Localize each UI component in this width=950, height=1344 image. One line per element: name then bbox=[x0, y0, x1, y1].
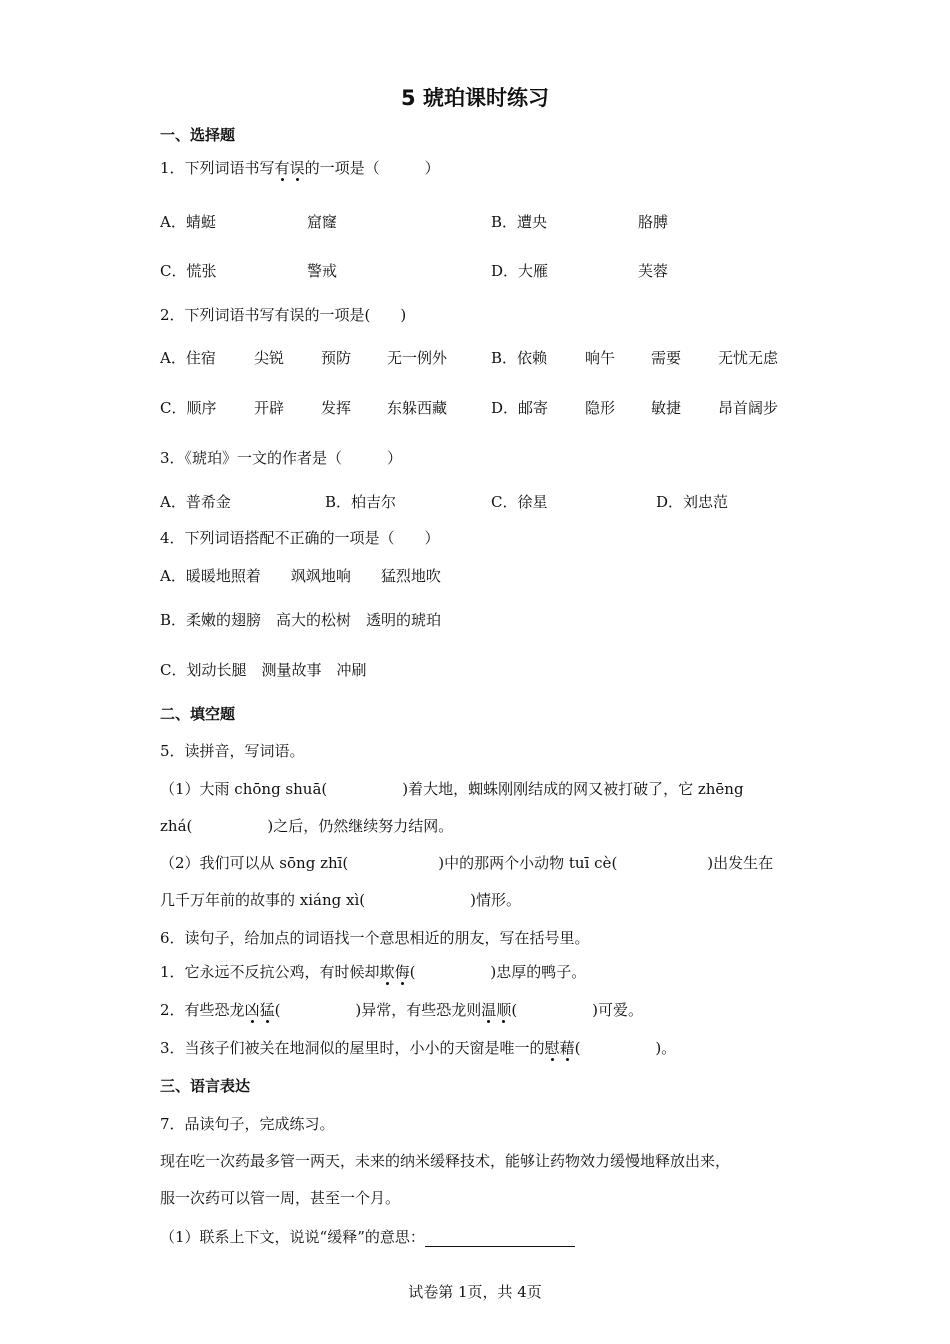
q4-option-b[interactable]: B．柔嫩的翅膀 高大的松树 透明的琥珀 bbox=[160, 611, 442, 629]
q1-option-b[interactable]: B．遭央 bbox=[491, 213, 548, 231]
q7-passage-line: 服一次药可以管一周，甚至一个月。 bbox=[160, 1189, 401, 1207]
q2-option-b[interactable]: B．依赖 bbox=[491, 349, 548, 367]
q1-option-b-word: 胳膊 bbox=[638, 213, 669, 231]
q1-stem: 1．下列词语书写有误的一项是（ ） bbox=[160, 159, 440, 177]
q7-passage-line: 现在吃一次药最多管一两天，未来的纳米缓释技术，能够让药物效力缓慢地释放出来， bbox=[160, 1152, 731, 1170]
q2-option-d-word: 敏捷 bbox=[651, 399, 682, 417]
q4-option-a[interactable]: A．暖暖地照着 飒飒地响 猛烈地吹 bbox=[160, 567, 441, 585]
q6-dotted-char: 温 bbox=[481, 1001, 497, 1019]
section-heading-choice: 一、选择题 bbox=[160, 126, 236, 144]
q6-sentence-1: 1．它永远不反抗公鸡，有时候却欺侮( )忠厚的鸭子。 bbox=[160, 963, 587, 981]
section-heading-fill: 二、填空题 bbox=[160, 705, 236, 723]
q6-dotted-char: 欺 bbox=[379, 963, 395, 981]
q6-dotted-char: 猛 bbox=[259, 1001, 275, 1019]
q1-option-d[interactable]: D．大雁 bbox=[491, 262, 549, 280]
q2-stem: 2．下列词语书写有误的一项是( ) bbox=[160, 306, 407, 324]
q7-stem: 7．品读句子，完成练习。 bbox=[160, 1115, 335, 1133]
q2-option-a-word: 预防 bbox=[321, 349, 352, 367]
q5-line: zhá( )之后，仍然继续努力结网。 bbox=[160, 817, 454, 835]
q6-dotted-char: 慰 bbox=[544, 1039, 560, 1057]
q2-option-b-word: 需要 bbox=[651, 349, 682, 367]
q2-option-c-word: 东躲西藏 bbox=[387, 399, 448, 417]
page-title: 5 琥珀课时练习 bbox=[401, 86, 549, 110]
answer-line[interactable] bbox=[425, 1230, 575, 1247]
q6-dotted-char: 藉 bbox=[559, 1039, 575, 1057]
q6-sentence-3: 3．当孩子们被关在地洞似的屋里时，小小的天窗是唯一的慰藉( )。 bbox=[160, 1039, 677, 1057]
q1-dotted-char: 有 bbox=[274, 159, 290, 177]
q1-dotted-char: 误 bbox=[289, 159, 305, 177]
q1-option-c[interactable]: C．慌张 bbox=[160, 262, 217, 280]
q2-option-d-word: 昂首阔步 bbox=[718, 399, 779, 417]
q2-option-b-word: 无忧无虑 bbox=[718, 349, 779, 367]
q1-option-c-word: 警戒 bbox=[307, 262, 338, 280]
q6-dotted-char: 凶 bbox=[244, 1001, 260, 1019]
q6-stem: 6．读句子，给加点的词语找一个意思相近的朋友，写在括号里。 bbox=[160, 929, 590, 947]
q2-option-a-word: 尖锐 bbox=[254, 349, 285, 367]
q4-stem: 4．下列词语搭配不正确的一项是（ ） bbox=[160, 529, 440, 547]
q2-option-d[interactable]: D．邮寄 bbox=[491, 399, 549, 417]
q2-option-d-word: 隐形 bbox=[585, 399, 616, 417]
q5-line: （2）我们可以从 sōng zhī( )中的那两个小动物 tuī cè( )出发生在 bbox=[160, 854, 774, 872]
q5-stem: 5．读拼音，写词语。 bbox=[160, 742, 305, 760]
q3-option-d[interactable]: D．刘忠范 bbox=[656, 493, 729, 511]
q3-stem: 3．《琥珀》一文的作者是（ ） bbox=[160, 449, 403, 467]
q6-dotted-char: 顺 bbox=[496, 1001, 512, 1019]
q7-sub1: （1）联系上下文，说说“缓释”的意思： bbox=[160, 1227, 575, 1247]
q5-line: （1）大雨 chōng shuā( )着大地，蜘蛛刚刚结成的网又被打破了，它 zhēng bbox=[160, 780, 744, 798]
q2-option-c-word: 开辟 bbox=[254, 399, 285, 417]
q6-dotted-char: 侮 bbox=[394, 963, 410, 981]
q1-option-a[interactable]: A．蜻蜓 bbox=[160, 213, 216, 231]
q6-sentence-2: 2．有些恐龙凶猛( )异常，有些恐龙则温顺( )可爱。 bbox=[160, 1001, 644, 1019]
q5-line: 几千万年前的故事的 xiáng xì( )情形。 bbox=[160, 891, 521, 909]
q4-option-c[interactable]: C．划动长腿 测量故事 冲刷 bbox=[160, 661, 367, 679]
q3-option-c[interactable]: C．徐星 bbox=[491, 493, 548, 511]
q2-option-a[interactable]: A．住宿 bbox=[160, 349, 216, 367]
q1-option-a-word: 窟窿 bbox=[307, 213, 338, 231]
section-heading-expression: 三、语言表达 bbox=[160, 1077, 251, 1095]
q2-option-c[interactable]: C．顺序 bbox=[160, 399, 217, 417]
page-footer: 试卷第 1页，共 4页 bbox=[408, 1283, 542, 1301]
q3-option-a[interactable]: A．普希金 bbox=[160, 493, 231, 511]
q2-option-b-word: 响午 bbox=[585, 349, 616, 367]
q2-option-c-word: 发挥 bbox=[321, 399, 352, 417]
q1-option-d-word: 芙蓉 bbox=[638, 262, 669, 280]
q2-option-a-word: 无一例外 bbox=[387, 349, 448, 367]
q3-option-b[interactable]: B．柏吉尔 bbox=[325, 493, 397, 511]
